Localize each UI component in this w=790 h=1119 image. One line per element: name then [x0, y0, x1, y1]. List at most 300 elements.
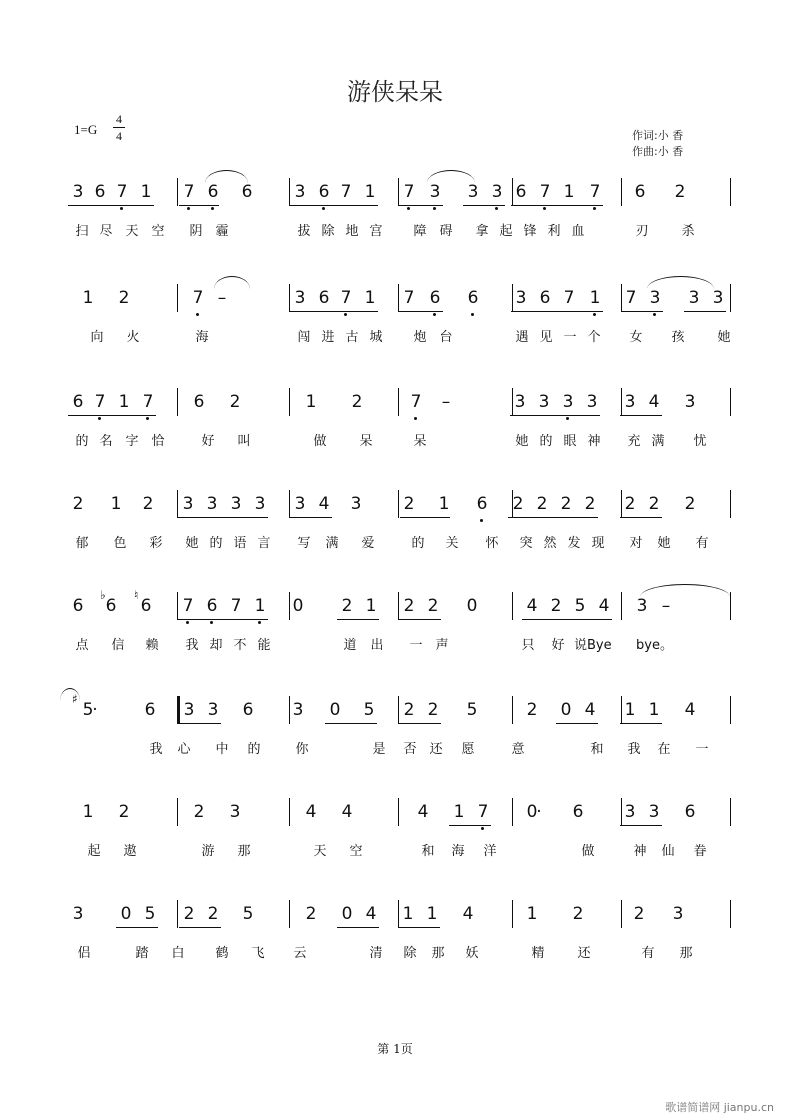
jianpu-note: 2: [674, 182, 686, 202]
slur: [640, 584, 730, 597]
beam-underline: [511, 205, 603, 206]
lyric-syllable: 碍: [439, 224, 453, 239]
barline: [730, 592, 731, 620]
barline: [398, 900, 399, 928]
lyric-syllable: 做: [581, 844, 595, 859]
lyric-syllable: 火: [126, 330, 140, 345]
lyric-syllable: 否: [403, 742, 417, 757]
jianpu-note: 6: [474, 494, 490, 514]
lyric-syllable: 血: [571, 224, 585, 239]
jianpu-note: 7: [563, 288, 575, 308]
jianpu-note: 2: [648, 494, 660, 514]
jianpu-note: 1: [364, 182, 376, 202]
jianpu-note: 2: [229, 392, 241, 412]
time-signature-top: 4: [116, 112, 122, 126]
lyric-syllable: 然: [543, 536, 557, 551]
jianpu-note: 3: [560, 392, 576, 412]
jianpu-note: 1: [402, 904, 414, 924]
lyric-syllable: 彩: [149, 536, 163, 551]
lyric-syllable: 见: [539, 330, 553, 345]
jianpu-note: 3: [684, 392, 696, 412]
jianpu-note: 7: [180, 596, 196, 616]
jianpu-note: 3: [712, 288, 724, 308]
beam-underline: [290, 311, 378, 312]
lyric-syllable: 有: [695, 536, 709, 551]
beam-underline: [620, 415, 662, 416]
jianpu-note: 7: [114, 182, 130, 202]
jianpu-note: 3: [294, 288, 306, 308]
jianpu-note: 1: [140, 182, 152, 202]
barline: [398, 696, 399, 724]
jianpu-note: 2: [72, 494, 84, 514]
jianpu-note: 1: [526, 904, 538, 924]
lyric-syllable: 满: [325, 536, 339, 551]
barline: [289, 388, 290, 416]
lyric-syllable: 遨: [123, 844, 137, 859]
lyric-syllable: 宫: [369, 224, 383, 239]
lyric-syllable: 尽: [99, 224, 113, 239]
lyric-syllable: 飞: [251, 946, 265, 961]
jianpu-note: 6: [684, 802, 696, 822]
lyric-syllable: 怀: [485, 536, 499, 551]
jianpu-note: 2: [684, 494, 696, 514]
time-signature-bottom: 4: [116, 129, 122, 143]
lyric-syllable: 的: [209, 536, 223, 551]
jianpu-note: 2: [403, 700, 415, 720]
barline: [177, 178, 178, 206]
barline: [177, 696, 180, 724]
lyric-syllable: 和: [590, 742, 604, 757]
lyric-syllable: 精: [531, 946, 545, 961]
beam-underline: [178, 517, 268, 518]
watermark: 歌谱简谱网 jianpu.cn: [665, 1101, 774, 1114]
lyric-syllable: 的: [247, 742, 261, 757]
lyric-syllable: 字: [125, 434, 139, 449]
score-system: [0, 284, 790, 354]
lyric-syllable: 色: [113, 536, 127, 551]
barline: [730, 798, 731, 826]
barline: [177, 388, 178, 416]
lyric-syllable: 突: [519, 536, 533, 551]
jianpu-note: 0: [341, 904, 353, 924]
lyricist-credit: 作词:小 香: [632, 129, 684, 142]
beam-underline: [510, 415, 600, 416]
beam-underline: [684, 311, 726, 312]
beam-underline: [116, 927, 158, 928]
score-system: [0, 798, 790, 868]
jianpu-note: 2: [207, 904, 219, 924]
jianpu-note: 4: [648, 392, 660, 412]
jianpu-note: 0: [466, 596, 478, 616]
jianpu-note: 2: [550, 596, 562, 616]
jianpu-note: 1: [82, 802, 94, 822]
lyric-syllable: 白: [171, 946, 185, 961]
score-system: [0, 588, 790, 662]
accidental: ♯: [72, 692, 78, 706]
beam-underline: [178, 619, 268, 620]
jianpu-note: 7: [625, 288, 637, 308]
lyric-syllable: 是: [372, 742, 386, 757]
lyric-syllable: 的: [75, 434, 89, 449]
jianpu-note: 3: [183, 700, 195, 720]
beam-underline: [400, 517, 450, 518]
lyric-syllable: 一: [409, 638, 423, 653]
barline: [512, 696, 513, 724]
jianpu-note: 3: [514, 392, 526, 412]
jianpu-note: 7: [230, 596, 242, 616]
jianpu-note: 2: [584, 494, 596, 514]
jianpu-note: 7: [338, 288, 354, 308]
jianpu-note: 6: [316, 182, 332, 202]
score-system: [0, 388, 790, 458]
jianpu-note: 6: [72, 596, 84, 616]
lyric-syllable: 能: [257, 638, 271, 653]
jianpu-note: 2: [633, 904, 645, 924]
lyric-syllable: 充: [627, 434, 641, 449]
beam-underline: [337, 619, 379, 620]
lyric-syllable: 那: [237, 844, 251, 859]
beam-underline: [179, 927, 221, 928]
dotted-note-dot: ·: [536, 802, 542, 822]
barline: [289, 900, 290, 928]
barline: [730, 900, 731, 928]
lyric-syllable: 她: [657, 536, 671, 551]
jianpu-note: 6: [539, 288, 551, 308]
beam-underline: [556, 723, 598, 724]
lyric-syllable: 有: [641, 946, 655, 961]
barline: [730, 388, 731, 416]
lyric-syllable: 踏: [135, 946, 149, 961]
lyric-syllable: 关: [445, 536, 459, 551]
score-system: [0, 692, 790, 766]
lyric-syllable: 愿: [461, 742, 475, 757]
jianpu-note: 3: [229, 802, 241, 822]
lyric-syllable: 出: [370, 638, 384, 653]
barline: [177, 592, 178, 620]
beam-underline: [399, 619, 441, 620]
score-system: [0, 178, 790, 248]
lyric-syllable: 语: [233, 536, 247, 551]
jianpu-note: 3: [624, 392, 636, 412]
beam-underline: [179, 723, 221, 724]
lyric-syllable: 和: [421, 844, 435, 859]
jianpu-note: 4: [365, 904, 377, 924]
jianpu-note: 0: [560, 700, 572, 720]
beam-underline: [337, 927, 379, 928]
beam-underline: [522, 619, 612, 620]
jianpu-note: 7: [190, 288, 206, 308]
lyric-syllable: bye。: [636, 638, 673, 653]
beam-underline: [325, 723, 377, 724]
jianpu-note: 2: [183, 904, 195, 924]
lyric-syllable: 障: [413, 224, 427, 239]
jianpu-note: 5: [363, 700, 375, 720]
jianpu-note: 0: [329, 700, 341, 720]
jianpu-note: 2: [341, 596, 353, 616]
lyric-syllable: 除: [403, 946, 417, 961]
jianpu-note: 1: [118, 392, 130, 412]
lyric-syllable: 说Bye: [574, 638, 612, 653]
page-number: 第 1页: [377, 1042, 413, 1056]
lyric-syllable: 遇: [515, 330, 529, 345]
lyric-syllable: 道: [343, 638, 357, 653]
lyric-syllable: 言: [257, 536, 271, 551]
beam-underline: [620, 517, 662, 518]
lyric-syllable: 起: [87, 844, 101, 859]
jianpu-note: 2: [427, 596, 439, 616]
jianpu-note: 3: [515, 288, 527, 308]
lyric-syllable: 眷: [693, 844, 707, 859]
lyric-syllable: 炮: [413, 330, 427, 345]
jianpu-note: 3: [206, 494, 218, 514]
lyric-syllable: 一: [563, 330, 577, 345]
barline: [621, 592, 622, 620]
beam-underline: [179, 205, 219, 206]
barline: [730, 490, 731, 518]
jianpu-note: 7: [587, 182, 603, 202]
jianpu-note: 2: [118, 288, 130, 308]
jianpu-note: 6: [242, 700, 254, 720]
lyric-syllable: 写: [297, 536, 311, 551]
lyric-syllable: 那: [431, 946, 445, 961]
lyric-syllable: 杀: [681, 224, 695, 239]
lyric-syllable: 意: [511, 742, 525, 757]
lyric-syllable: 发: [567, 536, 581, 551]
jianpu-note: 0: [292, 596, 304, 616]
beam-underline: [399, 311, 443, 312]
lyric-syllable: 个: [587, 330, 601, 345]
jianpu-note: 7: [401, 182, 417, 202]
jianpu-note: 3: [72, 904, 84, 924]
barline: [621, 284, 622, 312]
lyric-syllable: 一: [695, 742, 709, 757]
beam-underline: [620, 723, 662, 724]
lyric-syllable: 呆: [413, 434, 427, 449]
jianpu-note: 1: [252, 596, 268, 616]
jianpu-note: 1: [438, 494, 450, 514]
jianpu-note: 4: [526, 596, 538, 616]
barline: [512, 798, 513, 826]
barline: [621, 900, 622, 928]
lyric-syllable: 天: [313, 844, 327, 859]
time-signature-bar: [113, 127, 125, 128]
barline: [730, 284, 731, 312]
barline: [398, 798, 399, 826]
lyric-syllable: 的: [539, 434, 553, 449]
lyric-syllable: 城: [369, 330, 383, 345]
jianpu-note: 5: [144, 904, 156, 924]
barline: [398, 284, 399, 312]
lyric-syllable: 忧: [693, 434, 707, 449]
lyric-syllable: 只: [521, 638, 535, 653]
jianpu-note: 2: [142, 494, 154, 514]
lyric-syllable: 她: [185, 536, 199, 551]
lyric-syllable: 对: [629, 536, 643, 551]
lyric-syllable: 地: [345, 224, 359, 239]
lyric-syllable: 好: [551, 638, 565, 653]
dotted-note-dot: ·: [92, 700, 98, 720]
beam-underline: [508, 517, 598, 518]
lyric-syllable: 清: [369, 946, 383, 961]
lyric-syllable: 恰: [151, 434, 165, 449]
jianpu-note: 3: [636, 596, 648, 616]
lyric-syllable: 她: [717, 330, 731, 345]
jianpu-note: 4: [305, 802, 317, 822]
lyric-syllable: 赖: [145, 638, 159, 653]
score-system: [0, 490, 790, 560]
jianpu-note: 4: [584, 700, 596, 720]
barline: [289, 284, 290, 312]
jianpu-note: 1: [365, 596, 377, 616]
jianpu-note: 1: [453, 802, 465, 822]
jianpu-note: 1: [364, 288, 376, 308]
lyric-syllable: 古: [345, 330, 359, 345]
jianpu-note: 7: [140, 392, 156, 412]
lyric-syllable: 云: [293, 946, 307, 961]
jianpu-note: 1: [648, 700, 660, 720]
lyric-syllable: 空: [151, 224, 165, 239]
jianpu-note: 3: [427, 182, 443, 202]
beam-underline: [449, 825, 491, 826]
lyric-syllable: 她: [515, 434, 529, 449]
jianpu-note: 3: [489, 182, 505, 202]
jianpu-note: 3: [672, 904, 684, 924]
jianpu-note: –: [661, 596, 671, 616]
lyric-syllable: 眼: [563, 434, 577, 449]
lyric-syllable: 台: [439, 330, 453, 345]
lyric-syllable: 中: [215, 742, 229, 757]
barline: [512, 592, 513, 620]
jianpu-note: 6: [193, 392, 205, 412]
jianpu-note: 2: [624, 494, 636, 514]
lyric-syllable: 侣: [77, 946, 91, 961]
jianpu-note: 3: [182, 494, 194, 514]
jianpu-note: 2: [403, 494, 415, 514]
lyric-syllable: 好: [201, 434, 215, 449]
lyric-syllable: 郁: [75, 536, 89, 551]
lyric-syllable: 天: [125, 224, 139, 239]
jianpu-note: 3: [294, 494, 306, 514]
jianpu-note: 2: [512, 494, 524, 514]
jianpu-note: 1: [82, 288, 94, 308]
lyric-syllable: 爱: [361, 536, 375, 551]
jianpu-note: 2: [403, 596, 415, 616]
lyric-syllable: 仙: [661, 844, 675, 859]
jianpu-note: 2: [193, 802, 205, 822]
jianpu-note: 4: [341, 802, 353, 822]
jianpu-note: 3: [624, 802, 636, 822]
jianpu-note: 2: [536, 494, 548, 514]
beam-underline: [399, 723, 441, 724]
barline: [398, 490, 399, 518]
beam-underline: [463, 205, 505, 206]
barline: [621, 178, 622, 206]
lyric-syllable: 孩: [671, 330, 685, 345]
lyric-syllable: 点: [75, 638, 89, 653]
barline: [398, 178, 399, 206]
jianpu-note: 5: [82, 700, 94, 720]
jianpu-note: 3: [230, 494, 242, 514]
credits: [632, 128, 683, 160]
jianpu-note: 6: [572, 802, 584, 822]
jianpu-note: 7: [403, 288, 415, 308]
barline: [177, 900, 178, 928]
jianpu-note: 3: [292, 700, 304, 720]
jianpu-note: –: [441, 392, 451, 412]
jianpu-note: 3: [72, 182, 84, 202]
accidental: ♮: [134, 588, 139, 602]
lyric-syllable: 我: [185, 638, 199, 653]
jianpu-note: 2: [118, 802, 130, 822]
barline: [289, 798, 290, 826]
jianpu-note: 4: [462, 904, 474, 924]
jianpu-note: –: [217, 288, 227, 308]
jianpu-note: 3: [467, 182, 479, 202]
beam-underline: [621, 311, 663, 312]
lyric-syllable: 那: [679, 946, 693, 961]
lyric-syllable: 你: [295, 742, 309, 757]
jianpu-note: 7: [537, 182, 553, 202]
lyric-syllable: 神: [633, 844, 647, 859]
barline: [730, 696, 731, 724]
beam-underline: [68, 205, 154, 206]
jianpu-note: 7: [340, 182, 352, 202]
jianpu-note: 3: [538, 392, 550, 412]
jianpu-note: 2: [560, 494, 572, 514]
lyric-syllable: 进: [321, 330, 335, 345]
jianpu-note: 6: [94, 182, 106, 202]
barline: [289, 490, 290, 518]
lyric-syllable: 向: [90, 330, 104, 345]
composer-credit: 作曲:小 香: [632, 145, 684, 158]
jianpu-note: 6: [144, 700, 156, 720]
jianpu-note: 7: [475, 802, 491, 822]
lyric-syllable: 空: [349, 844, 363, 859]
jianpu-note: 6: [72, 392, 84, 412]
jianpu-note: 6: [634, 182, 646, 202]
lyric-syllable: 做: [313, 434, 327, 449]
jianpu-note: 5: [466, 700, 478, 720]
beam-underline: [620, 825, 662, 826]
lyric-syllable: 我: [627, 742, 641, 757]
jianpu-note: 4: [598, 596, 610, 616]
jianpu-note: 3: [350, 494, 362, 514]
jianpu-note: 7: [408, 392, 424, 412]
jianpu-note: 3: [207, 700, 219, 720]
jianpu-note: 1: [563, 182, 575, 202]
jianpu-note: 2: [427, 700, 439, 720]
jianpu-note: 6: [515, 182, 527, 202]
jianpu-note: 6: [318, 288, 330, 308]
jianpu-note: 4: [417, 802, 429, 822]
barline: [512, 900, 513, 928]
lyric-syllable: 闯: [297, 330, 311, 345]
jianpu-note: 2: [351, 392, 363, 412]
lyric-syllable: 霾: [215, 224, 229, 239]
time-signature: [113, 112, 125, 143]
jianpu-note: 6: [140, 596, 152, 616]
barline: [289, 178, 290, 206]
score-system: [0, 900, 790, 970]
lyric-syllable: 游: [201, 844, 215, 859]
jianpu-note: 2: [526, 700, 538, 720]
lyric-syllable: 拿: [475, 224, 489, 239]
lyric-syllable: 还: [429, 742, 443, 757]
accidental: ♭: [100, 588, 106, 602]
lyric-syllable: 满: [651, 434, 665, 449]
key-signature: 1=G: [74, 122, 98, 137]
jianpu-note: 0: [120, 904, 132, 924]
